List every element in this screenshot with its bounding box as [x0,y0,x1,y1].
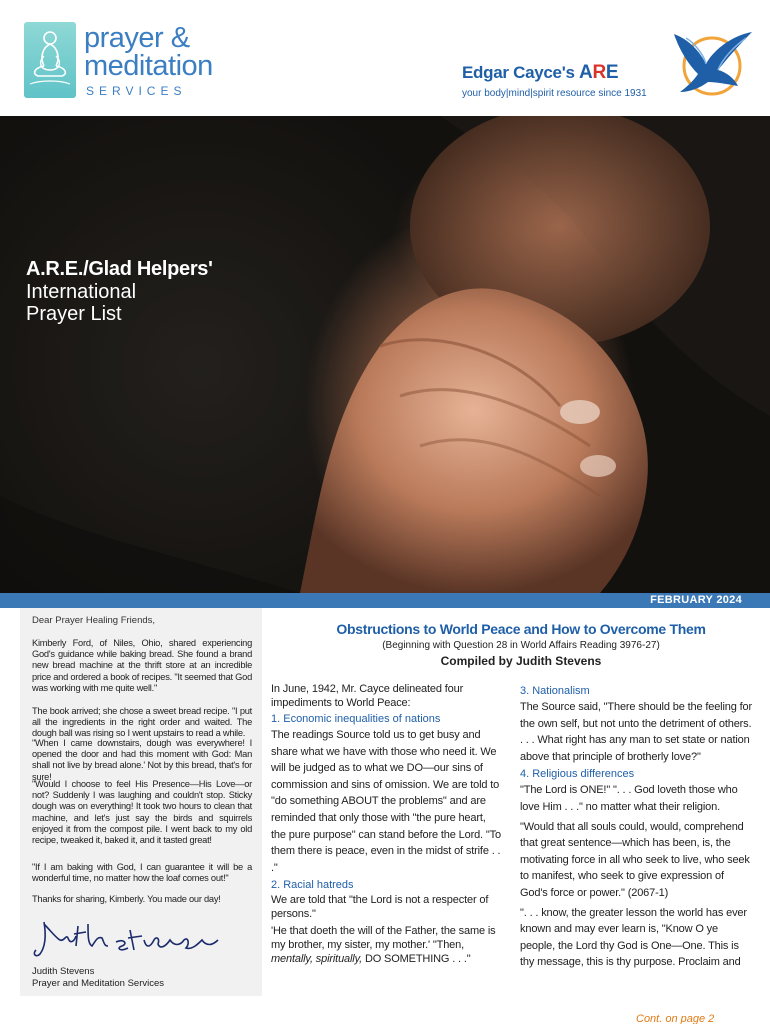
quote-part: DO SOMETHING . . ." [362,953,471,966]
article-byline: Compiled by Judith Stevens [440,654,602,668]
section-heading-religious: 4. Religious differences [520,768,635,781]
section-heading-economic: 1. Economic inequalities of nations [271,713,441,725]
letter-greeting: Dear Prayer Healing Friends, [32,615,156,626]
hero-title-bold: A.R.E./Glad Helpers' [26,258,213,280]
continued-link[interactable]: Cont. on page 2 [636,1013,715,1024]
article-paragraph [271,924,503,966]
are-logo-name [462,62,618,84]
article-title: Obstructions to World Peace and How to Overcome Them [336,621,706,637]
letter-paragraph: "When I came downstairs, dough was everywhere! I opened the door and had this moment with God: Man shall not live by bread alone.' Not by this bread, that's for sure! [32,738,252,782]
article-paragraph: We are told that "the Lord is not a respecter of persons." [271,894,489,921]
hero-title-line2: International [26,281,137,303]
meditation-figure-icon [24,22,76,98]
quote-emphasis: mentally, spiritually, [271,953,363,966]
article-paragraph: ". . . know, the greater lesson the world has ever known and may ever learn is, "Know O ye people, the Lord thy God is One—One. This is thy message, this is thy purpose. Proclaim and [520,906,747,969]
letter-paragraph: "If I am baking with God, I can guarantee it will be a wonderful time, no matter how the loaf comes out!" [32,862,252,884]
handwritten-signature [30,916,230,966]
date-bar [0,593,770,608]
page-header [0,0,770,116]
article-intro: In June, 1942, Mr. Cayce delineated four impediments to World Peace: [271,683,464,709]
signer-name: Judith Stevens [32,966,95,977]
article-paragraph: "The Lord is ONE!" ". . . God loveth those who love Him . . ." no matter what their religion. [520,784,738,813]
article-column-1 [271,682,503,966]
hero-title-line3: Prayer List [26,303,122,325]
are-letter-r: R [592,62,606,83]
are-logo [460,26,760,106]
article-paragraph: The readings Source told us to get busy and share what we have with those who need it. We will be judged as to what we DO—our sins of commission and sins of omission. We are told to "do something ABOUT the problems" and are reminded that only those with "the pure heart, the pure purpose" can stand before the Lord. "To them there is peace, even in the midst of strife . . ." [271,729,501,874]
letter-panel [20,608,262,996]
issue-date: FEBRUARY 2024 [650,594,742,606]
dove-icon [660,26,758,106]
letter-paragraph: Thanks for sharing, Kimberly. You made our day! [32,894,221,904]
logo-line-meditation: meditation [84,50,213,82]
are-acronym [579,62,618,83]
article-subtitle: (Beginning with Question 28 in World Affairs Reading 3976-27) [382,640,660,651]
praying-hands-photo [0,116,770,593]
logo-line-prayer: prayer & [84,22,190,54]
section-heading-nationalism: 3. Nationalism [520,685,590,697]
hero-title [26,258,213,325]
letter-paragraph: Kimberly Ford, of Niles, Ohio, shared experiencing God's guidance while baking bread. She found a brand new bread machine at the thrift store at an incredible price and ordered a book of recipes. "It seemed that God was working with me quite well." [32,638,252,693]
article-paragraph: "Would that all souls could, would, comprehend that great sentence—which has been, is, the motivating force in all who seek to live, who seek to manifest, who seek to give expression of God's force or power." (2067-1) [520,820,750,899]
logo-line-services: SERVICES [86,84,187,98]
signer-organization: Prayer and Meditation Services [32,978,165,989]
section-heading-racial: 2. Racial hatreds [271,879,354,892]
article-column-2 [520,682,752,971]
article-paragraph: The Source said, "There should be the feeling for the own self, but not unto the detriment of others. . . . What right has any man to set state or nation above that principle of brotherly love?" [520,701,752,763]
quote-part: 'He that doeth the will of the Father, the same is my brother, my sister, my mother.' "Then, [271,925,496,952]
are-tagline: your body|mind|spirit resource since 1931 [462,88,647,99]
are-name-prefix: Edgar Cayce's [462,63,575,82]
letter-paragraph: "Would I choose to feel His Presence—His Love—or not? Suddenly I was laughing and couldn't stop. Sticky dough was on everything! It took two hours to clean that machine, and let's just say the birds and squirrels enjoyed it from the compost pile. I went back to my old recipe, tweaked it, baked it, and it tasted great! [32,779,252,846]
are-letter-e: E [605,62,619,83]
prayer-meditation-logo [24,22,234,102]
are-letter-a: A [579,62,593,83]
hero-image [0,116,770,593]
letter-paragraph: The book arrived; she chose a sweet bread recipe. "I put all the ingredients in the right order and waited. The dough ball was rising so I went upstairs to read a while. [32,706,252,739]
